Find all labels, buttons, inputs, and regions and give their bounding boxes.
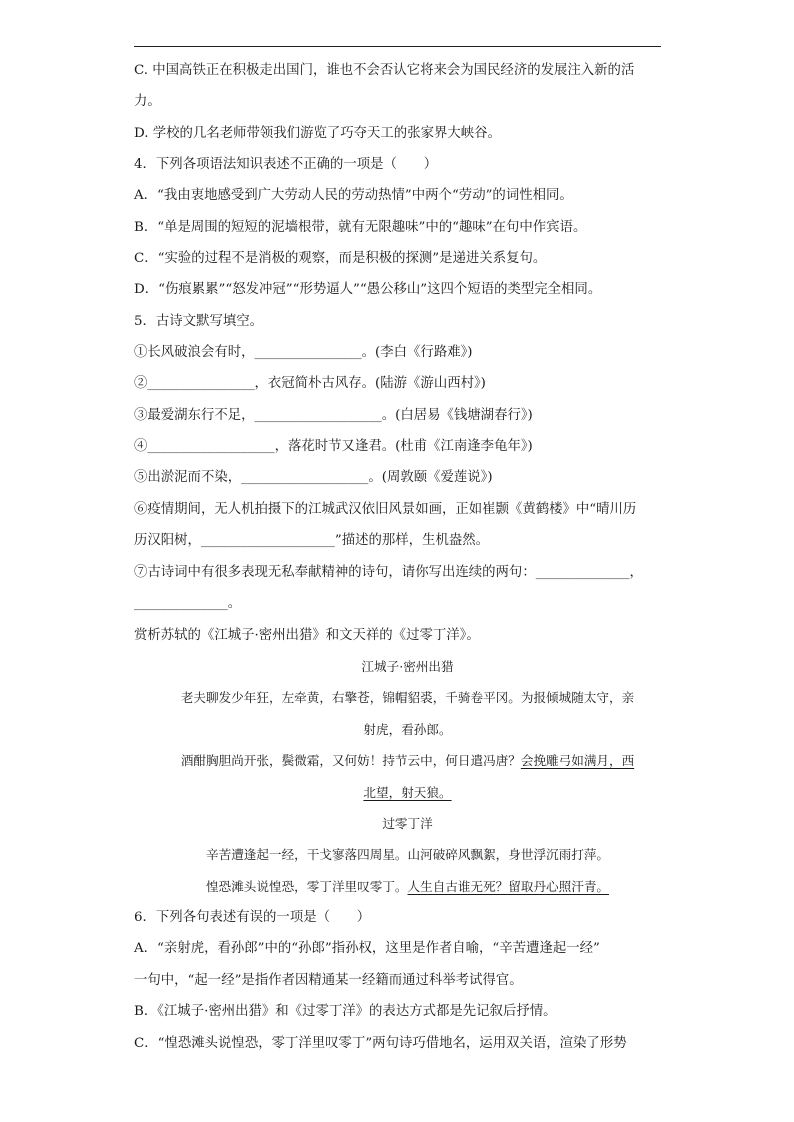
poem2-title: 过零丁洋 <box>382 816 433 831</box>
q3-option-c-line2: 力。 <box>134 94 161 109</box>
q5-item-6-line1: ⑥疫情期间，无人机拍摄下的江城武汉依旧风景如画，正如崔颢《黄鹤楼》中“晴川历 <box>134 502 637 517</box>
q3-option-d: D. 学校的几名老师带领我们游览了巧夺天工的张家界大峡谷。 <box>134 126 501 141</box>
header-rule <box>134 46 661 47</box>
q5-stem: 5．古诗文默写填空。 <box>134 314 264 329</box>
q5-item-3: ③最爱湖东行不足，___________________。(白居易《钱塘湖春行》) <box>134 408 533 423</box>
reading-intro: 赏析苏轼的《江城子·密州出猎》和文天祥的《过零丁洋》。 <box>134 628 480 643</box>
q5-item-1: ①长风破浪会有时，________________。(李白《行路难》) <box>134 345 473 360</box>
poem1-line3-plain: 酒酣胸胆尚开张，鬓微霜，又何妨！持节云中，何日遣冯唐？ <box>180 753 521 768</box>
poem2-line1: 辛苦遭逢起一经，干戈寥落四周星。山河破碎风飘絮，身世浮沉雨打萍。 <box>206 847 609 862</box>
poem2-line2-plain: 惶恐滩头说惶恐，零丁洋里叹零丁。 <box>206 879 408 894</box>
q6-option-c: C．“惶恐滩头说惶恐，零丁洋里叹零丁”两句诗巧借地名，运用双关语，渲染了形势 <box>134 1036 627 1051</box>
q5-item-6-line2: 历汉阳树，____________________”描述的那样，生机盎然。 <box>134 533 490 548</box>
q4-option-a: A．“我由衷地感受到广大劳动人民的劳动热情”中两个“劳动”的词性相同。 <box>134 188 573 203</box>
q4-option-b: B．“单是周围的短短的泥墙根带，就有无限趣味”中的“趣味”在句中作宾语。 <box>134 220 587 235</box>
poem1-line1: 老夫聊发少年狂，左牵黄，右擎苍，锦帽貂裘，千骑卷平冈。为报倾城随太守，亲 <box>180 690 635 705</box>
q5-item-5: ⑤出淤泥而不染，___________________。(周敦颐《爱莲说》) <box>134 470 493 485</box>
poem1-line3-underlined: 会挽雕弓如满月，西 <box>520 753 635 768</box>
q3-option-c-line1: C. 中国高铁正在积极走出国门，谁也不会否认它将来会为国民经济的发展注入新的活 <box>134 63 635 78</box>
q5-item-2: ②________________，衣冠简朴古风存。(陆游《游山西村》) <box>134 376 486 391</box>
poem2-line2-underlined: 人生自古谁无死？留取丹心照汗青。 <box>407 879 609 894</box>
poem2-line2 <box>154 878 661 896</box>
q6-option-a-line2: 一句中，“起一经”是指作者因精通某一经籍而通过科举考试得官。 <box>134 973 523 988</box>
poem1-line2: 射虎，看孙郎。 <box>363 722 452 737</box>
q5-item-7-line1: ⑦古诗词中有很多表现无私奉献精神的诗句，请你写出连续的两句：______________， <box>134 565 643 580</box>
poem1-line3 <box>154 752 661 770</box>
q5-item-4: ④___________________，落花时节又逢君。(杜甫《江南逢李龟年》) <box>134 439 533 454</box>
poem1-line4-underlined: 北望，射天狼。 <box>363 785 452 800</box>
q4-option-d: D．“伤痕累累”“怒发冲冠”“形势逼人”“愚公移山”这四个短语的类型完全相同。 <box>134 282 602 297</box>
q6-stem: 6．下列各句表述有误的一项是（ ） <box>134 910 371 925</box>
q6-option-b: B．《江城子·密州出猎》和《过零丁洋》的表达方式都是先记叙后抒情。 <box>134 1004 557 1019</box>
q5-item-7-line2: ______________。 <box>134 596 242 611</box>
q4-stem: 4．下列各项语法知识表述不正确的一项是（ ） <box>134 157 438 172</box>
poem1-title: 江城子·密州出猎 <box>361 659 454 674</box>
q4-option-c: C．“实验的过程不是消极的观察，而是积极的探测”是递进关系复句。 <box>134 251 547 266</box>
q6-option-a-line1: A．“亲射虎，看孙郎”中的“孙郎”指孙权，这里是作者自喻，“辛苦遭逢起一经” <box>134 941 600 956</box>
